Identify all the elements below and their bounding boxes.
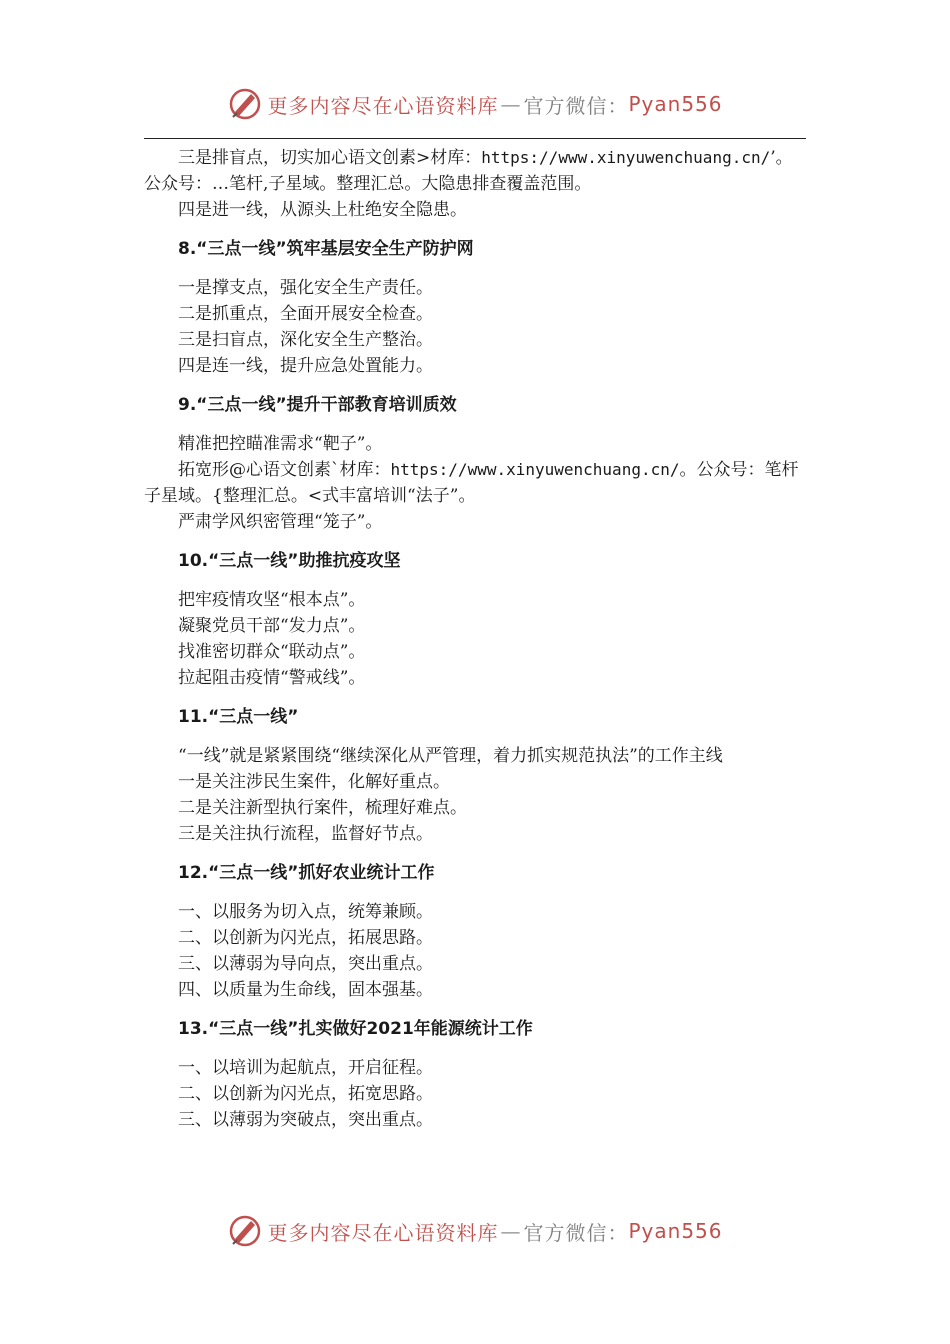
banner-wechat-id: Pyan556	[628, 1219, 723, 1243]
list-item: 四、以质量为生命线，固本强基。	[178, 980, 433, 1000]
paragraph: 四是进一线，从源头上杜绝安全隐患。	[178, 200, 467, 220]
list-item: 二是抓重点，全面开展安全检查。	[178, 304, 433, 324]
list-item: 一是关注涉民生案件，化解好重点。	[178, 772, 450, 792]
list-item: 一、以培训为起航点，开启征程。	[178, 1058, 433, 1078]
list-item: 三、以薄弱为导向点，突出重点。	[178, 954, 433, 974]
banner-wechat-label: 官方微信：	[523, 1220, 629, 1245]
section-heading-12: 12.“三点一线”抓好农业统计工作	[178, 863, 435, 883]
banner-dash: —	[500, 1219, 522, 1243]
section-heading-9: 9.“三点一线”提升干部教育培训质效	[178, 395, 457, 415]
header-divider	[144, 138, 806, 139]
list-item: 三、以薄弱为突破点，突出重点。	[178, 1110, 433, 1130]
url-text: https://www.xinyuwenchuang.cn/	[390, 460, 680, 479]
pen-logo-icon	[227, 1213, 263, 1249]
list-item: 一是撑支点，强化安全生产责任。	[178, 278, 433, 298]
list-item: 二是关注新型执行案件，梳理好难点。	[178, 798, 467, 818]
list-item: 找准密切群众“联动点”。	[178, 642, 366, 662]
paragraph: “一线”就是紧紧围绕“继续深化从严管理，着力抓实规范执法”的工作主线	[178, 746, 723, 766]
section-heading-13: 13.“三点一线”扎实做好2021年能源统计工作	[178, 1019, 533, 1039]
list-item: 把牢疫情攻坚“根本点”。	[178, 590, 366, 610]
banner-title: 更多内容尽在心语资料库	[267, 93, 499, 118]
document-body	[144, 145, 806, 1133]
header-banner	[0, 84, 950, 124]
list-item: 拉起阻击疫情“警戒线”。	[178, 668, 366, 688]
banner-wechat-label: 官方微信：	[523, 93, 629, 118]
pen-logo-icon	[227, 86, 263, 122]
paragraph: 严肃学风织密管理“笼子”。	[178, 512, 383, 532]
url-text: https://www.xinyuwenchuang.cn/	[481, 148, 771, 167]
list-item: 四是连一线，提升应急处置能力。	[178, 356, 433, 376]
list-item: 二、以创新为闪光点，拓宽思路。	[178, 1084, 433, 1104]
list-item: 一、以服务为切入点，统筹兼顾。	[178, 902, 433, 922]
list-item: 三是扫盲点，深化安全生产整治。	[178, 330, 433, 350]
list-item: 三是关注执行流程，监督好节点。	[178, 824, 433, 844]
banner-title: 更多内容尽在心语资料库	[267, 1220, 499, 1245]
section-heading-11: 11.“三点一线”	[178, 707, 299, 727]
banner-dash: —	[500, 92, 522, 116]
paragraph: 精准把控瞄准需求“靶子”。	[178, 434, 383, 454]
list-item: 凝聚党员干部“发力点”。	[178, 616, 366, 636]
footer-banner	[0, 1211, 950, 1251]
paragraph: 三是排盲点，切实加心语文创素>材库：https://www.xinyuwenchuang.cn/’。公众号：…笔杆,子星域。整理汇总。大隐患排查覆盖范围。	[144, 148, 793, 194]
banner-wechat-id: Pyan556	[628, 92, 723, 116]
paragraph: 拓宽形@心语文创素`材库：https://www.xinyuwenchuang.cn/。公众号：笔杆子星域。{整理汇总。<式丰富培训“法子”。	[144, 460, 799, 506]
section-heading-10: 10.“三点一线”助推抗疫攻坚	[178, 551, 401, 571]
section-heading-8: 8.“三点一线”筑牢基层安全生产防护网	[178, 239, 474, 259]
list-item: 二、以创新为闪光点，拓展思路。	[178, 928, 433, 948]
